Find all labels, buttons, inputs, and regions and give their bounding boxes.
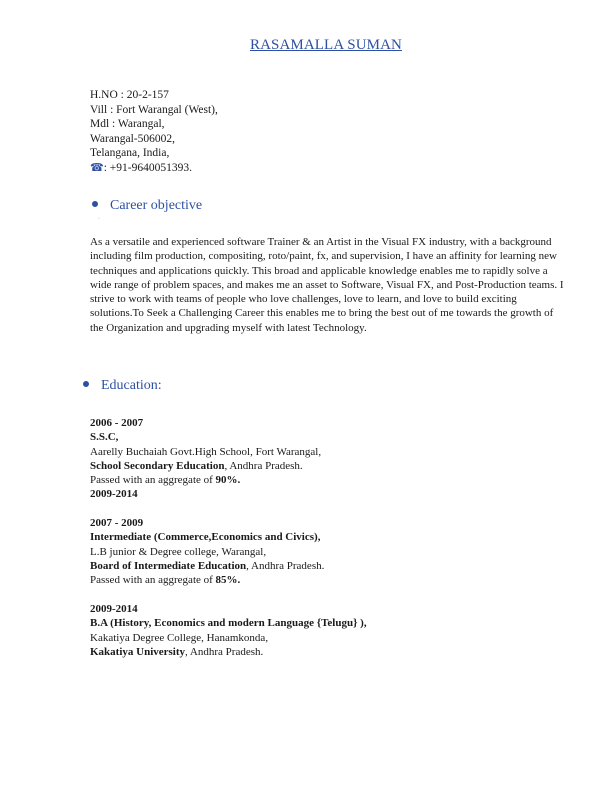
address-city-pin: Warangal-506002, — [90, 132, 175, 145]
career-objective-text: As a versatile and experienced software Trainer & an Artist in the Visual FX industry, with a background including film production, compositing, roto/paint, fx, and supervision, I have an affinity for learning new techniques and applications quickly. This broad and applicable knowledge enables me to rapidly solve a wide range of problem spaces, and makes me an asset to Software, Visual FX, and Post-Production teams. I strive to work with teams of people who love challenges, love to learn, and love to build exciting solutions.To Seek a Challenging Career this enables me to bring the best out of me towards the growth of the Organization and upgrading myself with latest Technology. — [90, 236, 564, 334]
phone-number: : +91-9640051393. — [103, 161, 192, 174]
education-institution: Aarelly Buchaiah Govt.High School, Fort Warangal, — [90, 445, 322, 458]
education-board-name: Kakatiya University — [90, 645, 186, 658]
address-house-no: H.NO : 20-2-157 — [90, 89, 169, 101]
education-entry-ba — [90, 602, 367, 659]
education-board-name: School Secondary Education — [90, 459, 225, 472]
education-institution: L.B junior & Degree college, Warangal, — [90, 545, 267, 558]
education-result-text: Passed with an aggregate of — [90, 474, 216, 487]
education-heading — [83, 378, 162, 394]
education-board — [90, 459, 321, 473]
dot-icon: · — [98, 216, 100, 222]
candidate-name: RASAMALLA SUMAN — [250, 37, 402, 53]
education-board-name: Board of Intermediate Education — [90, 559, 247, 572]
education-qualification: Intermediate (Commerce,Economics and Civics), — [90, 531, 321, 544]
education-institution: Kakatiya Degree College, Hanamkonda, — [90, 631, 269, 644]
career-objective-title: Career objective — [110, 198, 203, 213]
education-result-text: Passed with an aggregate of — [90, 574, 216, 587]
phone-line — [90, 161, 218, 176]
education-percent: 85%. — [215, 574, 241, 587]
education-years: 2009-2014 — [90, 603, 138, 615]
education-board — [90, 645, 367, 659]
telephone-icon: ☎ — [90, 161, 104, 174]
bullet-icon — [92, 201, 98, 207]
education-entry-intermediate — [90, 516, 324, 587]
address-village: Vill : Fort Warangal (West), — [90, 103, 218, 116]
career-objective-heading — [92, 198, 202, 214]
education-board — [90, 559, 324, 573]
address-block — [90, 88, 218, 175]
education-board-location: , Andhra Pradesh. — [224, 459, 303, 472]
education-board-location: , Andhra Pradesh. — [246, 559, 325, 572]
education-years: 2007 - 2009 — [90, 517, 144, 529]
education-result — [90, 573, 324, 587]
education-result — [90, 473, 321, 487]
bullet-icon — [83, 381, 89, 387]
education-title: Education: — [101, 378, 162, 393]
education-qualification: S.S.C, — [90, 431, 119, 444]
education-qualification: B.A (History, Economics and modern Language {Telugu} ), — [90, 617, 367, 630]
education-board-location: , Andhra Pradesh. — [185, 645, 264, 658]
address-mandal: Mdl : Warangal, — [90, 118, 165, 130]
education-entry-ssc — [90, 416, 321, 502]
education-extra-years: 2009-2014 — [90, 488, 138, 501]
education-years: 2006 - 2007 — [90, 417, 144, 429]
education-percent: 90%. — [215, 474, 241, 487]
address-state-country: Telangana, India, — [90, 147, 170, 159]
